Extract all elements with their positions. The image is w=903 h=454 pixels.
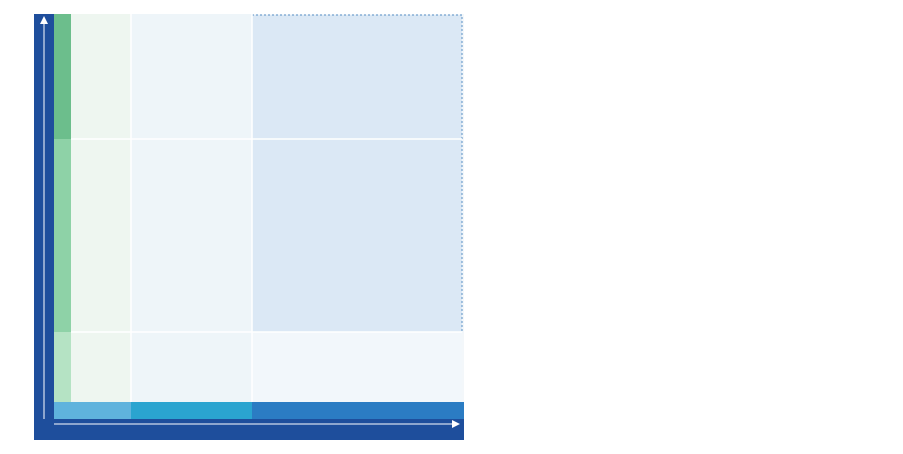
x-band-low <box>54 402 131 419</box>
x-axis-bar <box>34 419 464 440</box>
highlight-zone <box>252 15 462 332</box>
y-band-small <box>54 332 71 402</box>
x-band-mid <box>131 402 252 419</box>
x-band-high <box>252 402 464 419</box>
y-band-mid <box>54 139 71 332</box>
grid-col-mid <box>131 14 252 402</box>
y-band-large <box>54 14 71 139</box>
